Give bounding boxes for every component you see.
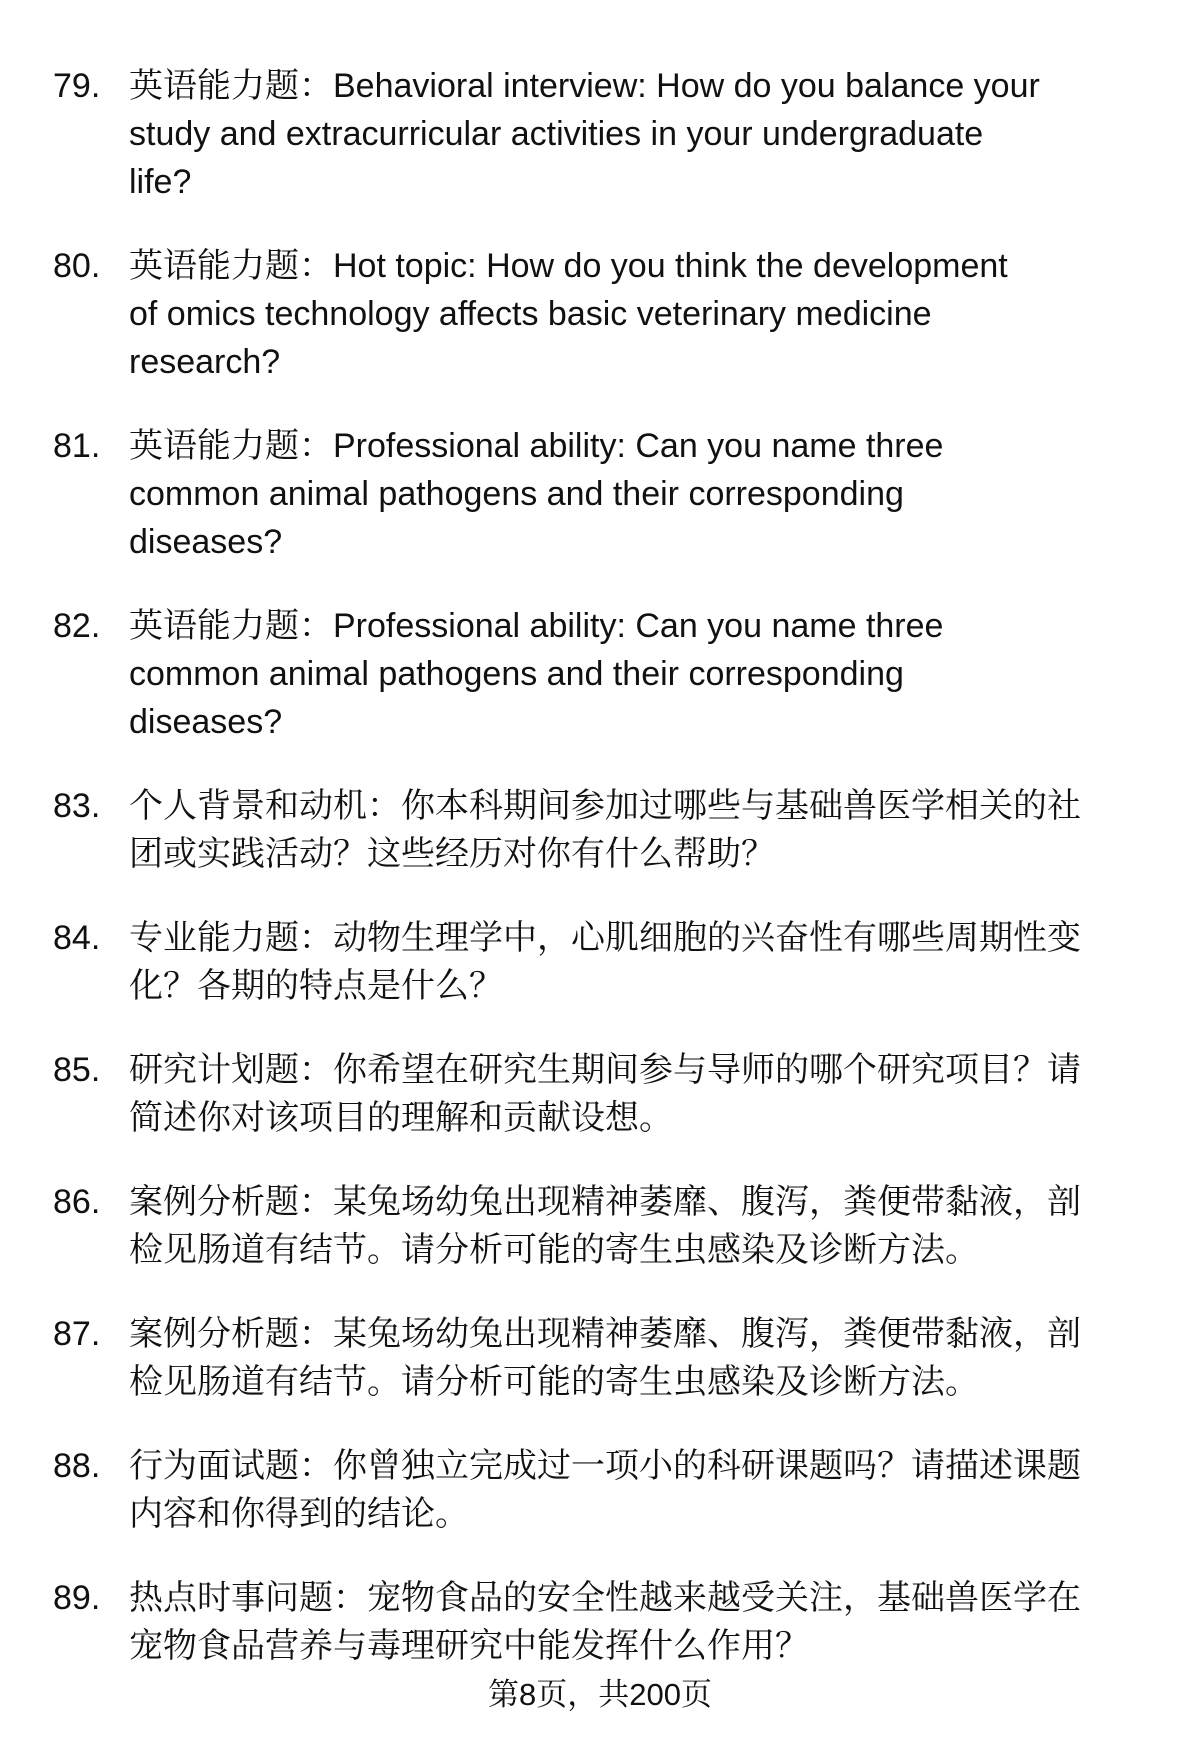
- question-line: of omics technology affects basic veterinary medicine: [129, 295, 932, 333]
- question-number: 89.: [53, 1579, 101, 1617]
- question-number: 84.: [53, 919, 101, 957]
- question-line: 研究计划题：你希望在研究生期间参与导师的哪个研究项目？请: [129, 1051, 1081, 1089]
- question-text: [129, 1046, 1159, 1142]
- question-number: 81.: [53, 427, 101, 465]
- question-line: 英语能力题：Behavioral interview: How do you balance your: [129, 67, 1040, 105]
- question-line: 检见肠道有结节。请分析可能的寄生虫感染及诊断方法。: [129, 1231, 979, 1269]
- question-item: [0, 242, 1200, 386]
- question-number: 88.: [53, 1447, 101, 1485]
- question-line: 化？各期的特点是什么？: [129, 967, 503, 1005]
- question-item: [0, 1310, 1200, 1406]
- question-line: common animal pathogens and their corresponding: [129, 655, 904, 693]
- question-line: 行为面试题：你曾独立完成过一项小的科研课题吗？请描述课题: [129, 1447, 1081, 1485]
- question-text: [129, 782, 1159, 878]
- question-text: [129, 1442, 1159, 1538]
- question-number: 87.: [53, 1315, 101, 1353]
- question-text: [129, 422, 1159, 566]
- question-line: 专业能力题：动物生理学中，心肌细胞的兴奋性有哪些周期性变: [129, 919, 1081, 957]
- question-item: [0, 1574, 1200, 1670]
- question-line: 宠物食品营养与毒理研究中能发挥什么作用？: [129, 1627, 809, 1665]
- question-line: 个人背景和动机：你本科期间参加过哪些与基础兽医学相关的社: [129, 787, 1081, 825]
- question-item: [0, 1178, 1200, 1274]
- question-text: [129, 602, 1159, 746]
- question-line: 英语能力题：Professional ability: Can you name three: [129, 427, 944, 465]
- question-item: [0, 914, 1200, 1010]
- question-line: research?: [129, 343, 281, 381]
- page-number: 第8页，共200页: [488, 1677, 712, 1712]
- question-text: [129, 1178, 1159, 1274]
- question-line: 团或实践活动？这些经历对你有什么帮助？: [129, 835, 775, 873]
- question-text: [129, 1310, 1159, 1406]
- question-line: 英语能力题：Professional ability: Can you name three: [129, 607, 944, 645]
- question-number: 85.: [53, 1051, 101, 1089]
- question-line: diseases?: [129, 523, 283, 561]
- question-number: 82.: [53, 607, 101, 645]
- question-line: life?: [129, 163, 192, 201]
- question-text: [129, 242, 1159, 386]
- question-line: 案例分析题：某兔场幼兔出现精神萎靡、腹泻，粪便带黏液，剖: [129, 1183, 1081, 1221]
- question-line: 检见肠道有结节。请分析可能的寄生虫感染及诊断方法。: [129, 1363, 979, 1401]
- question-item: [0, 782, 1200, 878]
- question-line: 案例分析题：某兔场幼兔出现精神萎靡、腹泻，粪便带黏液，剖: [129, 1315, 1081, 1353]
- question-number: 79.: [53, 67, 101, 105]
- question-item: [0, 602, 1200, 746]
- question-number: 86.: [53, 1183, 101, 1221]
- question-item: [0, 62, 1200, 206]
- question-list: [0, 62, 1200, 1706]
- question-line: 热点时事问题：宠物食品的安全性越来越受关注，基础兽医学在: [129, 1579, 1081, 1617]
- question-text: [129, 62, 1159, 206]
- question-text: [129, 914, 1159, 1010]
- question-text: [129, 1574, 1159, 1670]
- question-line: common animal pathogens and their corresponding: [129, 475, 904, 513]
- question-item: [0, 422, 1200, 566]
- question-number: 80.: [53, 247, 101, 285]
- question-number: 83.: [53, 787, 101, 825]
- question-item: [0, 1442, 1200, 1538]
- question-item: [0, 1046, 1200, 1142]
- question-line: study and extracurricular activities in your undergraduate: [129, 115, 984, 153]
- question-line: 简述你对该项目的理解和贡献设想。: [129, 1099, 673, 1137]
- question-line: diseases?: [129, 703, 283, 741]
- question-line: 英语能力题：Hot topic: How do you think the development: [129, 247, 1008, 285]
- question-line: 内容和你得到的结论。: [129, 1495, 469, 1533]
